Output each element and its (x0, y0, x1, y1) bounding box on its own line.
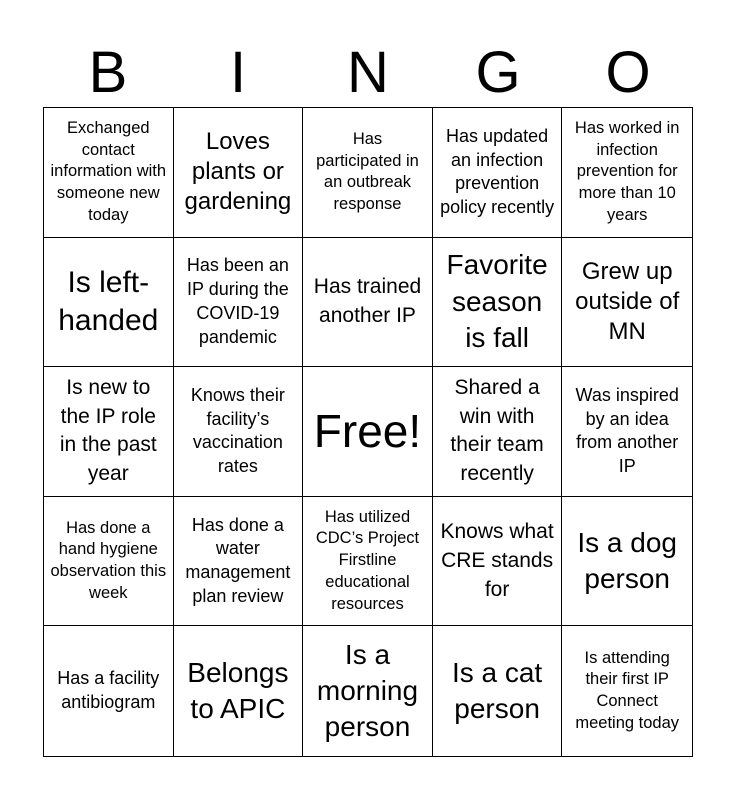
bingo-cell-r2-c5[interactable]: Grew up outside of MN (562, 238, 692, 368)
bingo-card-grid (43, 107, 693, 757)
bingo-cell-r1-c1[interactable]: Exchanged contact information with someone new today (44, 108, 174, 238)
header-letter-b: B (88, 40, 128, 105)
bingo-cell-r1-c2[interactable]: Loves plants or gardening (174, 108, 304, 238)
bingo-cell-r5-c3[interactable]: Is a morning person (303, 626, 433, 756)
header-letter-o: O (605, 40, 651, 105)
bingo-cell-r1-c4[interactable]: Has updated an infection prevention policy recently (433, 108, 563, 238)
bingo-cell-r3-c2[interactable]: Knows their facility’s vaccination rates (174, 367, 304, 497)
bingo-cell-r4-c4[interactable]: Knows what CRE stands for (433, 497, 563, 627)
header-letter-g: G (475, 40, 521, 105)
bingo-cell-r4-c3[interactable]: Has utilized CDC’s Project Firstline educational resources (303, 497, 433, 627)
bingo-cell-r5-c2[interactable]: Belongs to APIC (174, 626, 304, 756)
bingo-cell-r3-c4[interactable]: Shared a win with their team recently (433, 367, 563, 497)
bingo-cell-r2-c3[interactable]: Has trained another IP (303, 238, 433, 368)
bingo-cell-r4-c5[interactable]: Is a dog person (562, 497, 692, 627)
header-letter-n: N (347, 40, 389, 105)
header-letter-i: I (229, 40, 247, 105)
bingo-cell-r4-c2[interactable]: Has done a water management plan review (174, 497, 304, 627)
bingo-cell-r1-c5[interactable]: Has worked in infection prevention for more than 10 years (562, 108, 692, 238)
bingo-cell-r1-c3[interactable]: Has participated in an outbreak response (303, 108, 433, 238)
bingo-cell-r2-c4[interactable]: Favorite season is fall (433, 238, 563, 368)
bingo-cell-r2-c2[interactable]: Has been an IP during the COVID-19 pandemic (174, 238, 304, 368)
bingo-cell-r3-c5[interactable]: Was inspired by an idea from another IP (562, 367, 692, 497)
bingo-cell-r4-c1[interactable]: Has done a hand hygiene observation this week (44, 497, 174, 627)
bingo-cell-r2-c1[interactable]: Is left-handed (44, 238, 174, 368)
bingo-cell-r5-c5[interactable]: Is attending their first IP Connect meeting today (575, 648, 680, 732)
bingo-cell-r5-c1[interactable]: Has a facility antibiogram (44, 626, 174, 756)
bingo-header (43, 38, 693, 108)
bingo-cell-r3-c1[interactable]: Is new to the IP role in the past year (44, 367, 174, 497)
bingo-cell-r5-c4[interactable]: Is a cat person (433, 626, 563, 756)
bingo-cell-free[interactable]: Free! (303, 367, 433, 497)
